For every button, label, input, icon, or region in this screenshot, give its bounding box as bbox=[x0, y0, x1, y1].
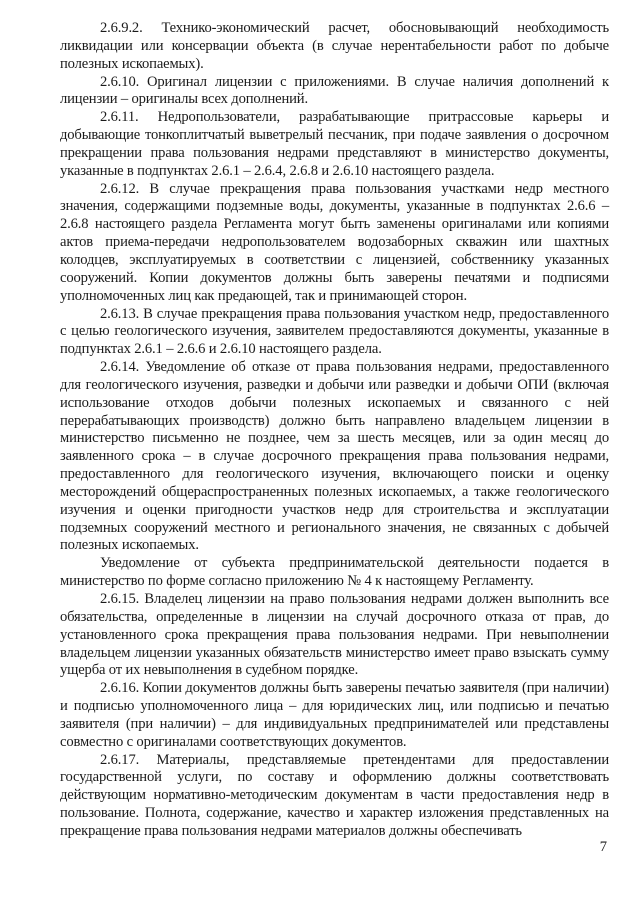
paragraph-2-6-12: 2.6.12. В случае прекращения права пользования участками недр местного значения, содержащими подземные воды, документы, указанные в подпунктах 2.6.6 – 2.6.8 настоящего раздела Регламента могут быть заменены оригиналами или копиями актов приема-передачи недропользователем водозаборных скважин или шахтных колодцев, эксплуатируемых в соответствии с лицензией, собственнику указанных сооружений. Копии документов должны быть заверены печатями и подписями уполномоченных лиц как предающей, так и принимающей сторон. bbox=[60, 180, 609, 304]
page-number: 7 bbox=[599, 839, 607, 855]
paragraph-2-6-16: 2.6.16. Копии документов должны быть заверены печатью заявителя (при наличии) и подписью уполномоченного лица – для юридических лиц, или подписью и печатью заявителя (при наличии) – для индивидуальных предпринимателей или представлены совместно с оригиналами соответствующих документов. bbox=[60, 680, 609, 750]
paragraph-2-6-10: 2.6.10. Оригинал лицензии с приложениями. В случае наличия дополнений к лицензии – оригиналы всех дополнений. bbox=[60, 73, 609, 108]
paragraph-2-6-13: 2.6.13. В случае прекращения права пользования участком недр, предоставленного с целью геологического изучения, заявителем предоставляются документы, указанные в подпунктах 2.6.1 – 2.6.6 и 2.6.10 настоящего раздела. bbox=[60, 305, 609, 358]
paragraph-2-6-9-2: 2.6.9.2. Технико-экономический расчет, обосновывающий необходимость ликвидации или консервации объекта (в случае нерентабельности работ по добыче полезных ископаемых). bbox=[60, 20, 609, 72]
paragraph-notification-form: Уведомление от субъекта предпринимательской деятельности подается в министерство по форме согласно приложению № 4 к настоящему Регламенту. bbox=[60, 555, 609, 590]
paragraph-2-6-11: 2.6.11. Недропользователи, разрабатывающие притрассовые карьеры и добывающие тонкоплитчатый выветрелый песчаник, при подаче заявления о досрочном прекращении права пользования недрами представляют в министерство документы, указанные в подпунктах 2.6.1 – 2.6.4, 2.6.8 и 2.6.10 настоящего раздела. bbox=[60, 109, 609, 179]
paragraph-2-6-15: 2.6.15. Владелец лицензии на право пользования недрами должен выполнить все обязательства, определенные в лицензии на случай досрочного отказа от прав, до установленного срока прекращения права пользования недрами. При невыполнении владельцем лицензии указанных обязательств министерство имеет право взыскать сумму ущерба от их невыполнения в судебном порядке. bbox=[60, 591, 609, 679]
paragraph-2-6-17: 2.6.17. Материалы, представляемые претендентами для предоставлении государственной услуги, по составу и оформлению должны соответствовать действующим нормативно-методическим документам в части предоставления недр в пользование. Полнота, содержание, качество и характер изложения представленных на прекращение права пользования недрами материалов должны обеспечивать bbox=[60, 751, 609, 839]
paragraph-2-6-14: 2.6.14. Уведомление об отказе от права пользования недрами, предоставленного для геологического изучения, разведки и добычи или разведки и добычи ОПИ (включая использование отходов добычи полезных ископаемых и связанного с ней перерабатывающих производств) должно быть направлено владельцем лицензии в министерство письменно не позднее, чем за шесть месяцев, или за один месяц до заявленного срока – в случае досрочного прекращения права пользования недрами, предоставленного для геологического изучения, включающего поиски и оценку месторождений общераспространенных полезных ископаемых, а также геологического изучения и оценки пригодности участков недр для строительства и эксплуатации подземных сооружений местного и регионального значения, не связанных с добычей полезных ископаемых. bbox=[60, 359, 609, 554]
